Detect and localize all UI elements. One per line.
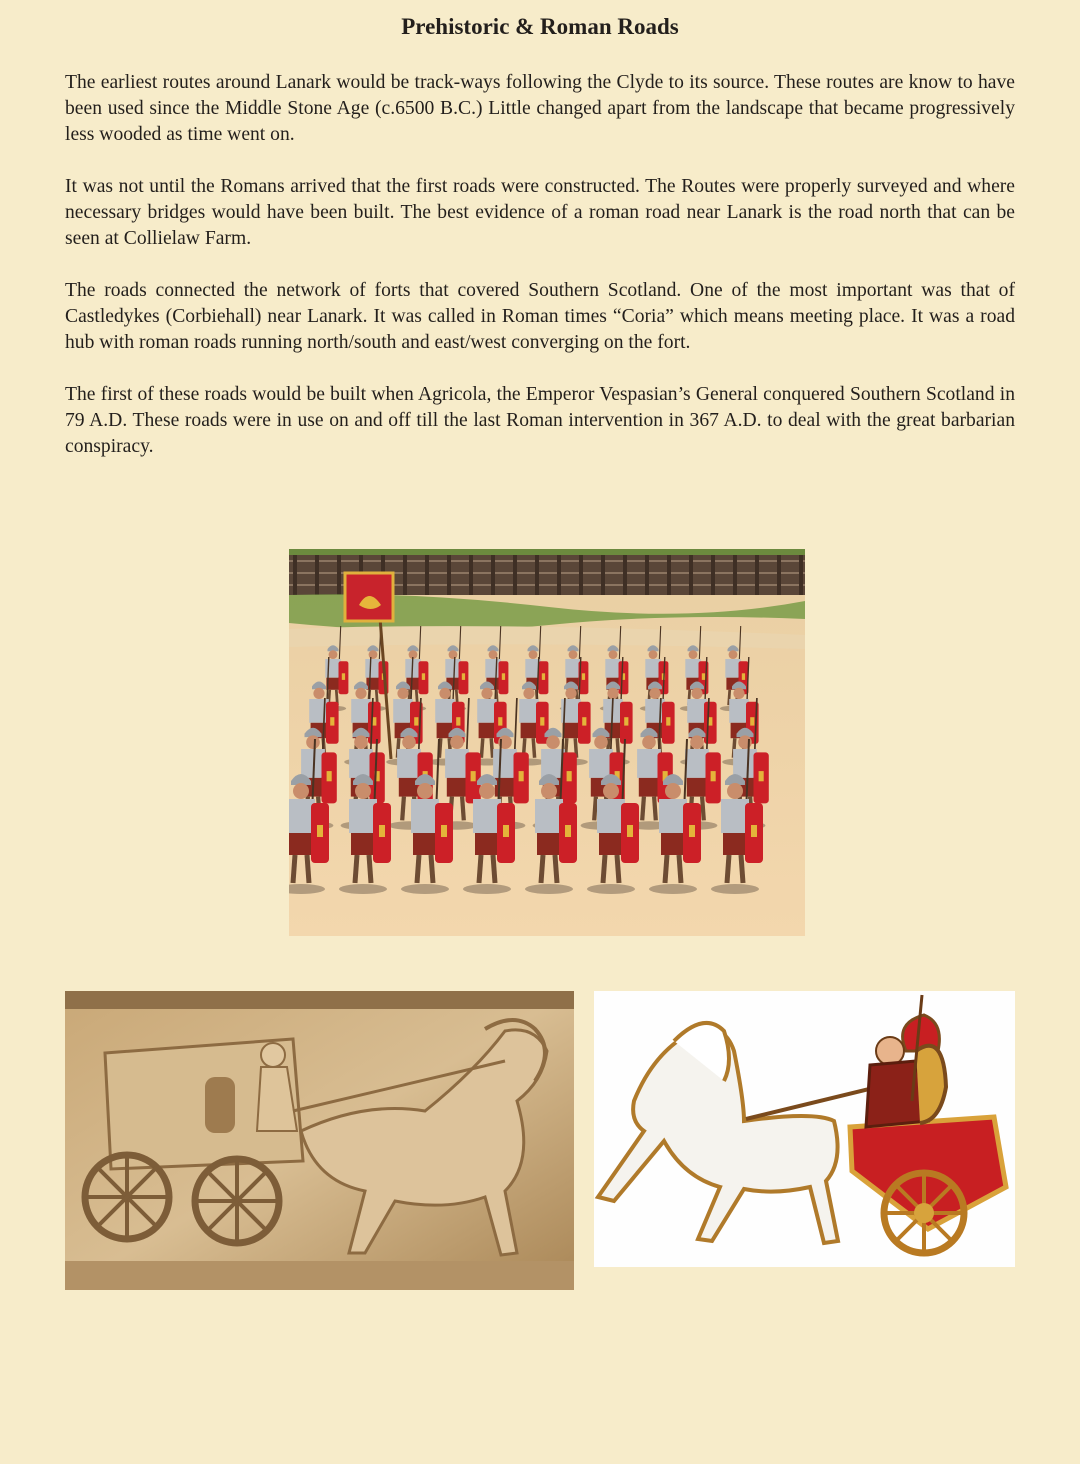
paragraph-roman-roads: It was not until the Romans arrived that the first roads were constructed. The Routes were properly surveyed and where necessary bridges would have been built. The best evidence of a roman road near Lanark is the road north that can be seen at Collielaw Farm. (65, 176, 1015, 249)
roman-chariot-illustration (594, 991, 1015, 1267)
paragraph-agricola: The first of these roads would be built when Agricola, the Emperor Vespasian’s General conquered Southern Scotland in 79 A.D. These roads were in use on and off till the last Roman intervention in 367 A.D. to deal with the great barbarian conspiracy. (65, 384, 1015, 457)
roman-legion-photo (289, 549, 805, 936)
paragraph-forts-network: The roads connected the network of forts that covered Southern Scotland. One of the most important was that of Castledykes (Corbiehall) near Lanark. It was called in Roman times “Coria” which means meeting place. It was a road hub with roman roads running north/south and east/west converging on the fort. (65, 280, 1015, 353)
article-body (65, 70, 1015, 486)
page-title: Prehistoric & Roman Roads (401, 14, 679, 39)
paragraph-prehistoric-routes: The earliest routes around Lanark would be track-ways following the Clyde to its source. These routes are know to have been used since the Middle Stone Age (c.6500 B.C.) Little changed apart from the landscape that became progressively less wooded as time went on. (65, 72, 1015, 145)
roman-carriage-relief-photo (65, 991, 574, 1290)
